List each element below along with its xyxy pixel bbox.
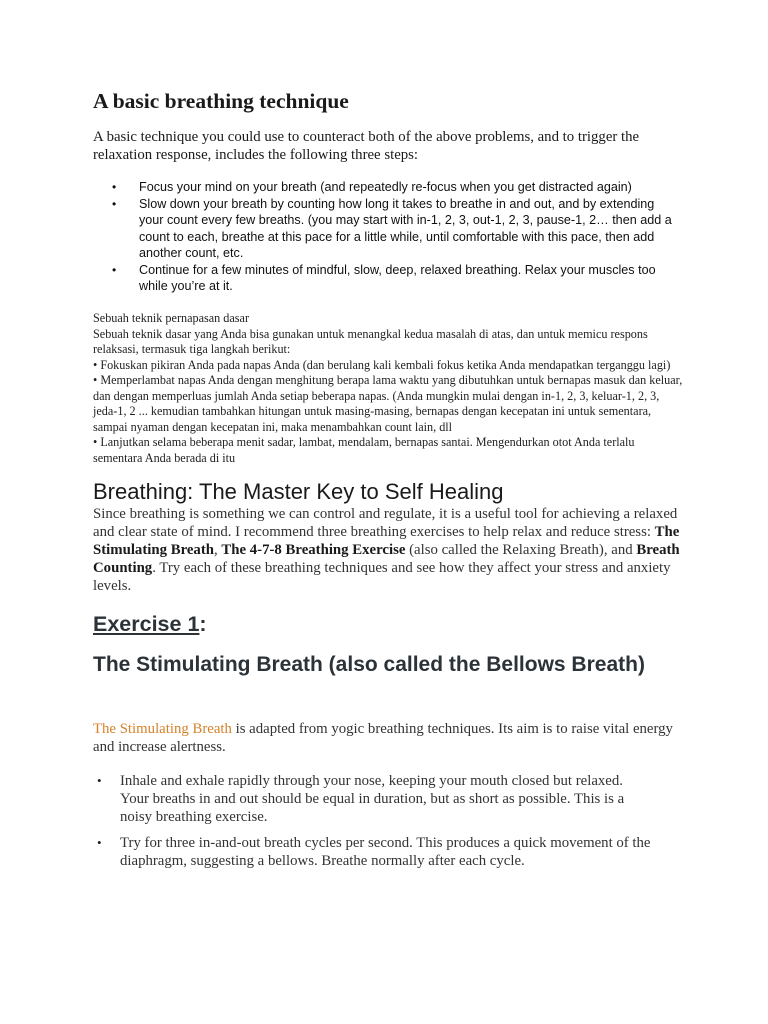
- exercise-1-steps: [93, 772, 653, 878]
- translation-intro: Sebuah teknik dasar yang Anda bisa gunakan untuk menangkal kedua masalah di atas, dan untuk memicu respons relaksasi, termasuk tiga langkah berikut:: [93, 326, 648, 356]
- bold-breath-counting: Breath Counting: [93, 542, 680, 576]
- section-heading-master-key: Breathing: The Master Key to Self Healing: [93, 479, 504, 504]
- intro-paragraph: A basic technique you could use to counteract both of the above problems, and to trigger the relaxation response, includes the following three steps:: [93, 129, 640, 163]
- stimulating-breath-paragraph: [93, 720, 683, 756]
- steps-list: [112, 179, 672, 295]
- stimulating-breath-link[interactable]: The Stimulating Breath: [93, 721, 232, 737]
- list-item: • Slow down your breath by counting how long it takes to breathe in and out, and by extending your count every few breaths. (you may start with in-1, 2, 3, out-1, 2, 3, pause-1, 2… then add a count to each, breathe at this pace for a little while, until comfortable with this pace, then add another count, etc.: [112, 196, 672, 262]
- text-run: Since breathing is something we can control and regulate, it is a useful tool for achieving a relaxed and clear state of mind. I recommend three breathing exercises to help relax and reduce stress:: [93, 506, 678, 540]
- text-run: ,: [214, 542, 222, 558]
- section-heading-basic-technique: A basic breathing technique: [93, 89, 349, 113]
- list-item: • Try for three in-and-out breath cycles per second. This produces a quick movement of the diaphragm, suggesting a bellows. Breathe normally after each cycle.: [93, 834, 653, 870]
- translation-title: Sebuah teknik pernapasan dasar: [93, 311, 250, 325]
- translation-block: [93, 311, 683, 466]
- exercise-1-label: Exercise 1: [93, 612, 200, 636]
- stimulating-breath-title: The Stimulating Breath (also called the Bellows Breath): [93, 653, 645, 676]
- translation-step: • Memperlambat napas Anda dengan menghitung berapa lama waktu yang dibutuhkan untuk bernapas masuk dan keluar, dan dengan memperluas jumlah Anda setiap beberapa napas. (Anda mungkin mulai dengan in-1, 2, 3, keluar-1, 2, 3, jeda-1, 2 ... kemudian tambahkan hitungan untuk masing-masing, bernapas dengan kecepatan ini untuk sementara, sampai nyaman dengan kecepatan ini, maka menambahkan count lain, dll: [93, 373, 683, 434]
- exercise-1-colon: :: [199, 612, 207, 636]
- exercise-1-heading: [93, 610, 207, 638]
- list-item: • Focus your mind on your breath (and repeatedly re-focus when you get distracted again): [112, 179, 672, 196]
- list-item: • Continue for a few minutes of mindful, slow, deep, relaxed breathing. Relax your muscles too while you’re at it.: [112, 262, 672, 295]
- translation-step: • Fokuskan pikiran Anda pada napas Anda (dan berulang kali kembali fokus ketika Anda mendapatkan terganggu lagi): [93, 357, 671, 372]
- master-key-paragraph: [93, 505, 683, 595]
- list-item: • Inhale and exhale rapidly through your nose, keeping your mouth closed but relaxed. Your breaths in and out should be equal in duration, but as short as possible. This is a noisy breathing exercise.: [93, 772, 653, 826]
- text-run: . Try each of these breathing techniques and see how they affect your stress and anxiety levels.: [93, 560, 671, 594]
- text-run: is adapted from yogic breathing techniques. Its aim is to raise vital energy and increase alertness.: [93, 721, 673, 755]
- bold-478-exercise: The 4-7-8 Breathing Exercise: [221, 542, 406, 558]
- bold-stimulating-breath: The Stimulating Breath: [93, 524, 680, 558]
- text-run: (also called the Relaxing Breath), and: [405, 542, 637, 558]
- translation-step: • Lanjutkan selama beberapa menit sadar, lambat, mendalam, bernapas santai. Mengendurkan otot Anda terlalu sementara Anda berada di itu: [93, 435, 635, 465]
